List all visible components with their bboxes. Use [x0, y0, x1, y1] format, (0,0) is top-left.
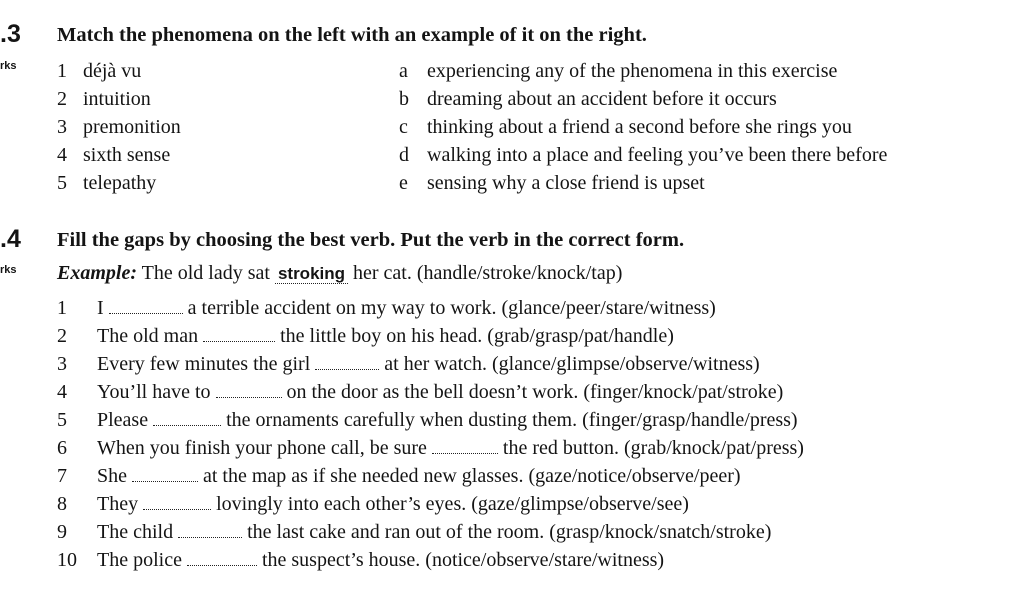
- gap-fill-item: 10 The police the suspect’s house. (notice/observe/stare/witness): [57, 549, 665, 571]
- section-3-instruction: Match the phenomena on the left with an example of it on the right.: [57, 24, 647, 46]
- section-4-number: .4: [0, 225, 21, 253]
- left-item: 3 premonition: [57, 116, 181, 138]
- example-label: Example:: [57, 262, 137, 284]
- section-3-number: .3: [0, 20, 21, 48]
- gap-fill-item: 6 When you finish your phone call, be sure the red button. (grab/knock/pat/press): [57, 437, 804, 459]
- answer-gap[interactable]: [109, 299, 183, 314]
- left-item: 5 telepathy: [57, 172, 157, 194]
- answer-gap[interactable]: [187, 551, 257, 566]
- left-item: 2 intuition: [57, 88, 151, 110]
- gap-fill-item: 9 The child the last cake and ran out of the room. (grasp/knock/snatch/stroke): [57, 521, 772, 543]
- gap-fill-item: 2 The old man the little boy on his head. (grab/grasp/pat/handle): [57, 325, 674, 347]
- gap-fill-item: 3 Every few minutes the girl at her watch. (glance/glimpse/observe/witness): [57, 353, 760, 375]
- gap-fill-item: 7 She at the map as if she needed new glasses. (gaze/notice/observe/peer): [57, 465, 741, 487]
- right-item: d walking into a place and feeling you’ve been there before: [399, 144, 888, 166]
- right-item: e sensing why a close friend is upset: [399, 172, 705, 194]
- answer-gap[interactable]: [432, 439, 498, 454]
- answer-gap[interactable]: [153, 411, 221, 426]
- answer-gap[interactable]: [178, 523, 242, 538]
- answer-gap[interactable]: [216, 383, 282, 398]
- gap-fill-item: 4 You’ll have to on the door as the bell doesn’t work. (finger/knock/pat/stroke): [57, 381, 784, 403]
- gap-fill-item: 8 They lovingly into each other’s eyes. (gaze/glimpse/observe/see): [57, 493, 689, 515]
- section-4-marks: rks: [0, 264, 17, 276]
- right-item: b dreaming about an accident before it occurs: [399, 88, 777, 110]
- gap-fill-item: 5 Please the ornaments carefully when dusting them. (finger/grasp/handle/press): [57, 409, 798, 431]
- right-item: c thinking about a friend a second before she rings you: [399, 116, 852, 138]
- section-3-marks: rks: [0, 60, 17, 72]
- answer-gap[interactable]: [315, 355, 379, 370]
- left-item: 4 sixth sense: [57, 144, 171, 166]
- gap-fill-item: 1 I a terrible accident on my way to work. (glance/peer/stare/witness): [57, 297, 716, 319]
- answer-gap[interactable]: [143, 495, 211, 510]
- example-line: Example: The old lady sat stroking her cat. (handle/stroke/knock/tap): [57, 262, 623, 284]
- example-answer: stroking: [275, 265, 348, 284]
- left-item: 1 déjà vu: [57, 60, 142, 82]
- answer-gap[interactable]: [203, 327, 275, 342]
- section-4-instruction: Fill the gaps by choosing the best verb. Put the verb in the correct form.: [57, 229, 685, 251]
- right-item: a experiencing any of the phenomena in this exercise: [399, 60, 838, 82]
- answer-gap[interactable]: [132, 467, 198, 482]
